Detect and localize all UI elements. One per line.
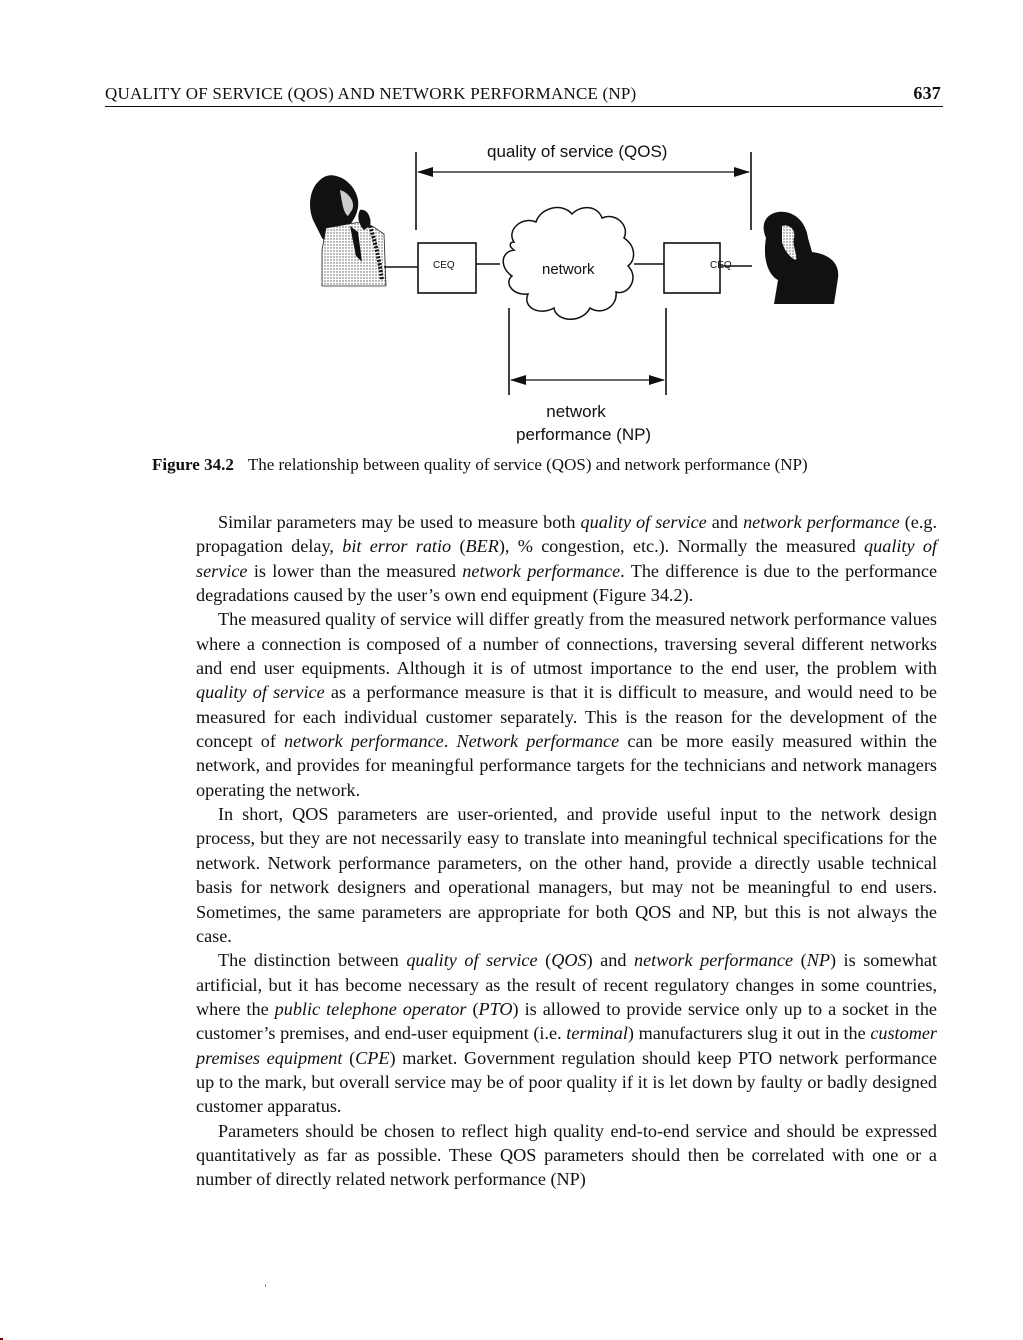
text-run: Similar parameters may be used to measure both — [218, 512, 581, 532]
text-run: ( — [342, 1047, 356, 1068]
italic-term: terminal — [566, 1023, 628, 1044]
text-run: The distinction between — [218, 950, 407, 971]
italic-term: BER — [465, 536, 499, 557]
italic-term: Network performance — [456, 731, 620, 752]
italic-term: quality of service — [406, 950, 538, 971]
np-label-line2: performance (NP) — [516, 425, 652, 444]
text-run: ( — [451, 536, 466, 557]
italic-term: customer premises equipment — [196, 1023, 937, 1068]
paragraph — [196, 948, 937, 1118]
figure-number: Figure 34.2 — [152, 455, 234, 474]
paragraph — [196, 1119, 937, 1192]
text-run: ) manufacturers slug it out in the — [627, 1023, 871, 1044]
text-run: In short, QOS parameters are user-oriented, and provide useful input to the network design process, but they are not necessarily easy to translate into meaningful technical specifications for the network. Network performance parameters, on the other hand, provide a directly usable technical basis for network designers and operational managers, but may not be meaningful to end users. Sometimes, the same parameters are appropriate for both QOS and NP, but this is not always the case. — [196, 804, 937, 946]
text-run: ( — [793, 950, 807, 971]
text-run: (e.g. propagation delay, — [196, 512, 938, 557]
italic-term: network performance — [462, 560, 621, 581]
body-text — [196, 510, 937, 1192]
italic-term: quality of service — [580, 512, 707, 532]
paragraph — [196, 510, 937, 607]
text-run: ( — [466, 998, 479, 1019]
text-run: can be more easily measured within the network, and provides for meaningful performance targets for the technicians and network managers operating the network. — [196, 731, 937, 800]
text-run: . The difference is due to the performance degradations caused by the user’s own end equipment (Figure 34.2). — [196, 560, 938, 606]
text-run: as a performance measure is that it is difficult to measure, and would need to be measured for each individual customer separately. This is the reason for the development of the concept of — [196, 682, 937, 752]
italic-term: network performance — [284, 731, 444, 752]
text-run: ) and — [586, 950, 634, 971]
paragraph — [196, 607, 937, 802]
network-label: network — [542, 261, 595, 278]
text-run: The measured quality of service will differ greatly from the measured network performance values where a connection is composed of a number of connections, traversing several different networks and end user equipments. Although it is of utmost importance to the end user, the problem with — [196, 609, 937, 679]
qos-arrow-right-head — [734, 167, 750, 177]
text-run: Parameters should be chosen to reflect high quality end-to-end service and should be expressed quantitatively as far as possible. These QOS parameters should then be correlated with one or a number of directly related network performance (NP) — [196, 1120, 937, 1190]
right-person-on-phone-icon — [764, 212, 839, 304]
figure-caption — [152, 455, 952, 475]
italic-term: network performance — [743, 512, 900, 532]
italic-term: QOS — [551, 950, 587, 971]
text-run: ) market. Government regulation should keep PTO network performance up to the mark, but overall service may be of poor quality if it is let down by faulty or badly designed customer apparatus. — [196, 1047, 937, 1117]
italic-term: network performance — [633, 950, 794, 971]
text-run: ( — [537, 950, 552, 971]
np-arrow-left-head — [510, 375, 526, 385]
text-run: ), % congestion, etc.). Normally the measured — [498, 536, 865, 557]
italic-term: bit error ratio — [342, 536, 452, 557]
paragraph — [196, 802, 937, 948]
running-head — [105, 82, 943, 107]
italic-term: quality of service — [196, 682, 325, 703]
ceq-right-label: CEQ — [710, 260, 732, 271]
page-number: 637 — [913, 83, 941, 103]
np-label-line1: network — [546, 402, 606, 421]
italic-term: CPE — [355, 1047, 390, 1068]
text-run: is lower than the measured — [247, 560, 463, 581]
qos-label: quality of service (QOS) — [487, 142, 668, 161]
figure-qos-np-diagram — [300, 130, 860, 450]
scan-artifact — [265, 1284, 266, 1287]
italic-term: public telephone operator — [274, 998, 467, 1019]
text-run: ) is somewhat artificial, but it has become necessary as the result of recent regulatory changes in some countries, where the — [196, 950, 937, 1019]
figure-caption-text: The relationship between quality of service (QOS) and network performance (NP) — [247, 455, 808, 474]
text-run: ) is allowed to provide service only up to a socket in the customer’s premises, and end-user equipment (i.e. — [196, 998, 937, 1044]
ceq-left-label: CEQ — [433, 260, 455, 271]
italic-term: PTO — [478, 998, 513, 1019]
italic-term: NP — [806, 950, 830, 971]
left-person-on-phone-icon — [310, 175, 386, 286]
italic-term: quality of service — [196, 536, 938, 581]
running-title: QUALITY OF SERVICE (QOS) AND NETWORK PERFORMANCE (NP) — [105, 84, 637, 103]
text-run: and — [706, 512, 744, 532]
text-run: . — [443, 731, 457, 752]
qos-arrow-left-head — [417, 167, 433, 177]
np-arrow-right-head — [649, 375, 665, 385]
